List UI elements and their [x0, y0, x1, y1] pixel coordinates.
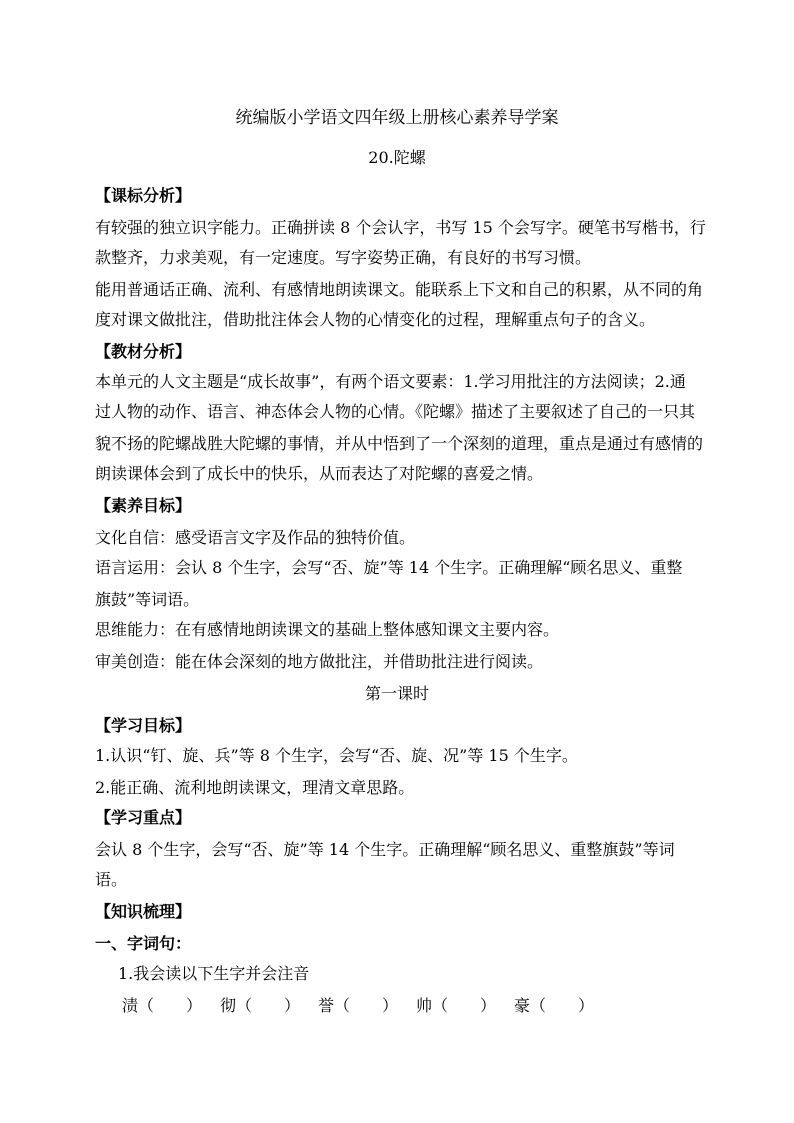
subsection-heading: 一、字词句： [95, 934, 192, 953]
paragraph-line: 语。 [95, 870, 128, 889]
paragraph-line: 审美创造：能在体会深刻的地方做批注，并借助批注进行阅读。 [95, 652, 544, 671]
section-heading-textbook: 【教材分析】 [95, 342, 192, 361]
paragraph-line: 本单元的人文主题是“成长故事”，有两个语文要素：1.学习用批注的方法阅读；2.通 [95, 372, 686, 391]
paragraph-line: 貌不扬的陀螺战胜大陀螺的事情，并从中悟到了一个深刻的道理，重点是通过有感情的 [95, 434, 704, 453]
pinyin-blank[interactable]: 豪（ ） [514, 996, 595, 1015]
pinyin-blank[interactable]: 渍（ ） [122, 996, 203, 1015]
period-title: 第一课时 [364, 684, 429, 703]
paragraph-line: 度对课文做批注，借助批注体会人物的心情变化的过程，理解重点句子的含义。 [95, 310, 656, 329]
paragraph-line: 文化自信：感受语言文字及作品的独特价值。 [95, 528, 416, 547]
paragraph-line: 思维能力：在有感情地朗读课文的基础上整体感知课文主要内容。 [95, 620, 560, 639]
paragraph-line: 过人物的动作、语言、神态体会人物的心情。《陀螺》描述了主要叙述了自己的一只其 [95, 402, 696, 421]
paragraph-line: 2.能正确、流利地朗读课文，理清文章思路。 [95, 778, 415, 797]
paragraph-line: 旗鼓”等词语。 [95, 590, 200, 609]
paragraph-line: 语言运用：会认 8 个生字，会写“否、旋”等 14 个生字。正确理解“顾名思义、重整 [95, 558, 683, 577]
pinyin-blank[interactable]: 誉（ ） [318, 996, 399, 1015]
paragraph-line: 1.认识“钉、旋、兵”等 8 个生字，会写“否、旋、况”等 15 个生字。 [95, 746, 578, 765]
section-heading-curriculum: 【课标分析】 [95, 186, 192, 205]
paragraph-line: 能用普通话正确、流利、有感情地朗读课文。能联系上下文和自己的积累，从不同的角 [95, 280, 704, 299]
pinyin-blank[interactable]: 帅（ ） [416, 996, 497, 1015]
pinyin-exercise-row [122, 996, 682, 1016]
lesson-title: 20.陀螺 [368, 148, 426, 167]
section-heading-knowledge: 【知识梳理】 [95, 902, 192, 921]
paragraph-line: 有较强的独立识字能力。正确拼读 8 个会认字，书写 15 个会写字。硬笔书写楷书，行 [95, 218, 706, 237]
paragraph-line: 朗读课体会到了成长中的快乐，从而表达了对陀螺的喜爱之情。 [95, 464, 544, 483]
pinyin-blank[interactable]: 彻（ ） [220, 996, 301, 1015]
section-heading-key-points: 【学习重点】 [95, 808, 192, 827]
doc-title: 统编版小学语文四年级上册核心素养导学案 [235, 108, 559, 128]
paragraph-line: 会认 8 个生字，会写“否、旋”等 14 个生字。正确理解“顾名思义、重整旗鼓”等词 [95, 840, 675, 859]
section-heading-learning-goals: 【学习目标】 [95, 716, 192, 735]
section-heading-literacy-goals: 【素养目标】 [95, 496, 192, 515]
paragraph-line: 款整齐，力求美观，有一定速度。写字姿势正确，有良好的书写习惯。 [95, 248, 592, 267]
task-instruction: 1.我会读以下生字并会注音 [118, 964, 310, 983]
